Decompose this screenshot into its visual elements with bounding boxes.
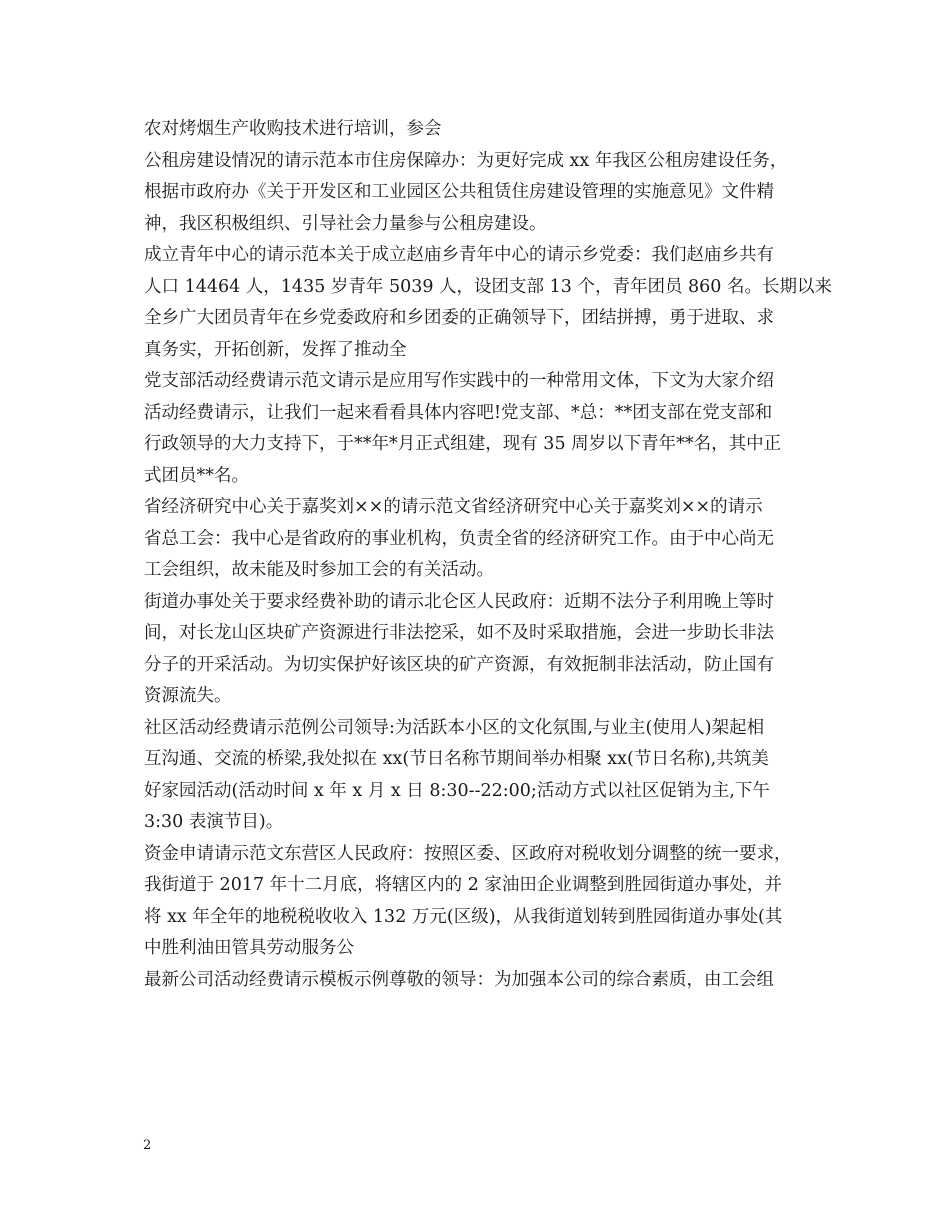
text-line: 活动经费请示，让我们一起来看看具体内容吧!党支部、*总：**团支部在党支部和 bbox=[144, 402, 773, 423]
text-line: 公租房建设情况的请示范本市住房保障办：为更好完成 xx 年我区公租房建设任务， bbox=[144, 150, 788, 171]
page-number: 2 bbox=[143, 1138, 152, 1153]
text-line: 成立青年中心的请示范本关于成立赵庙乡青年中心的请示乡党委：我们赵庙乡共有 bbox=[144, 245, 774, 265]
text-line: 将 xx 年全年的地税税收收入 132 万元(区级)，从我街道划转到胜园街道办事处(其 bbox=[144, 906, 783, 927]
text-line: 资源流失。 bbox=[144, 686, 232, 706]
text-line: 人口 14464 人，1435 岁青年 5039 人，设团支部 13 个，青年团员 860 名。长期以来 bbox=[144, 276, 832, 297]
text-line: 神，我区积极组织、引导社会力量参与公租房建设。 bbox=[144, 213, 547, 234]
text-line: 农对烤烟生产收购技术进行培训，参会 bbox=[144, 119, 442, 139]
text-line: 根据市政府办《关于开发区和工业园区公共租赁住房建设管理的实施意见》文件精 bbox=[144, 182, 774, 202]
text-line: 社区活动经费请示范例公司领导:为活跃本小区的文化氛围,与业主(使用人)架起相 bbox=[144, 717, 765, 738]
text-line: 3:30 表演节目)。 bbox=[144, 812, 284, 832]
text-line: 式团员**名。 bbox=[144, 465, 249, 486]
text-line: 我街道于 2017 年十二月底，将辖区内的 2 家油田企业调整到胜园街道办事处，并 bbox=[144, 875, 782, 895]
text-line: 分子的开采活动。为切实保护好该区块的矿产资源，有效扼制非法活动，防止国有 bbox=[144, 654, 774, 675]
text-line: 互沟通、交流的桥梁,我处拟在 xx(节日名称节期间举办相聚 xx(节日名称),共筑美 bbox=[144, 749, 769, 769]
text-line: 党支部活动经费请示范文请示是应用写作实践中的一种常用文体，下文为大家介绍 bbox=[144, 371, 774, 391]
text-line: 全乡广大团员青年在乡党委政府和乡团委的正确领导下，团结拼搏，勇于进取、求 bbox=[144, 308, 774, 328]
text-line: 间，对长龙山区块矿产资源进行非法挖采，如不及时采取措施，会进一步助长非法 bbox=[144, 623, 774, 643]
text-line: 真务实，开拓创新，发挥了推动全 bbox=[144, 339, 407, 360]
text-line: 好家园活动(活动时间 x 年 x 月 x 日 8:30--22:00;活动方式以社区促销为主,下午 bbox=[144, 780, 770, 801]
text-line: 行政领导的大力支持下，于**年*月正式组建，现有 35 周岁以下青年**名，其中正 bbox=[144, 434, 782, 454]
text-line: 工会组织，故未能及时参加工会的有关活动。 bbox=[144, 560, 494, 580]
text-line: 最新公司活动经费请示模板示例尊敬的领导：为加强本公司的综合素质，由工会组 bbox=[144, 969, 774, 990]
text-line: 中胜利油田管具劳动服务公 bbox=[144, 938, 354, 958]
text-line: 省经济研究中心关于嘉奖刘××的请示范文省经济研究中心关于嘉奖刘××的请示 bbox=[144, 497, 763, 517]
text-line: 资金申请请示范文东营区人民政府：按照区委、区政府对税收划分调整的统一要求， bbox=[144, 843, 792, 864]
text-line: 省总工会：我中心是省政府的事业机构，负责全省的经济研究工作。由于中心尚无 bbox=[144, 528, 774, 549]
document-body bbox=[144, 114, 832, 996]
text-line: 街道办事处关于要求经费补助的请示北仑区人民政府：近期不法分子利用晚上等时 bbox=[144, 591, 774, 612]
